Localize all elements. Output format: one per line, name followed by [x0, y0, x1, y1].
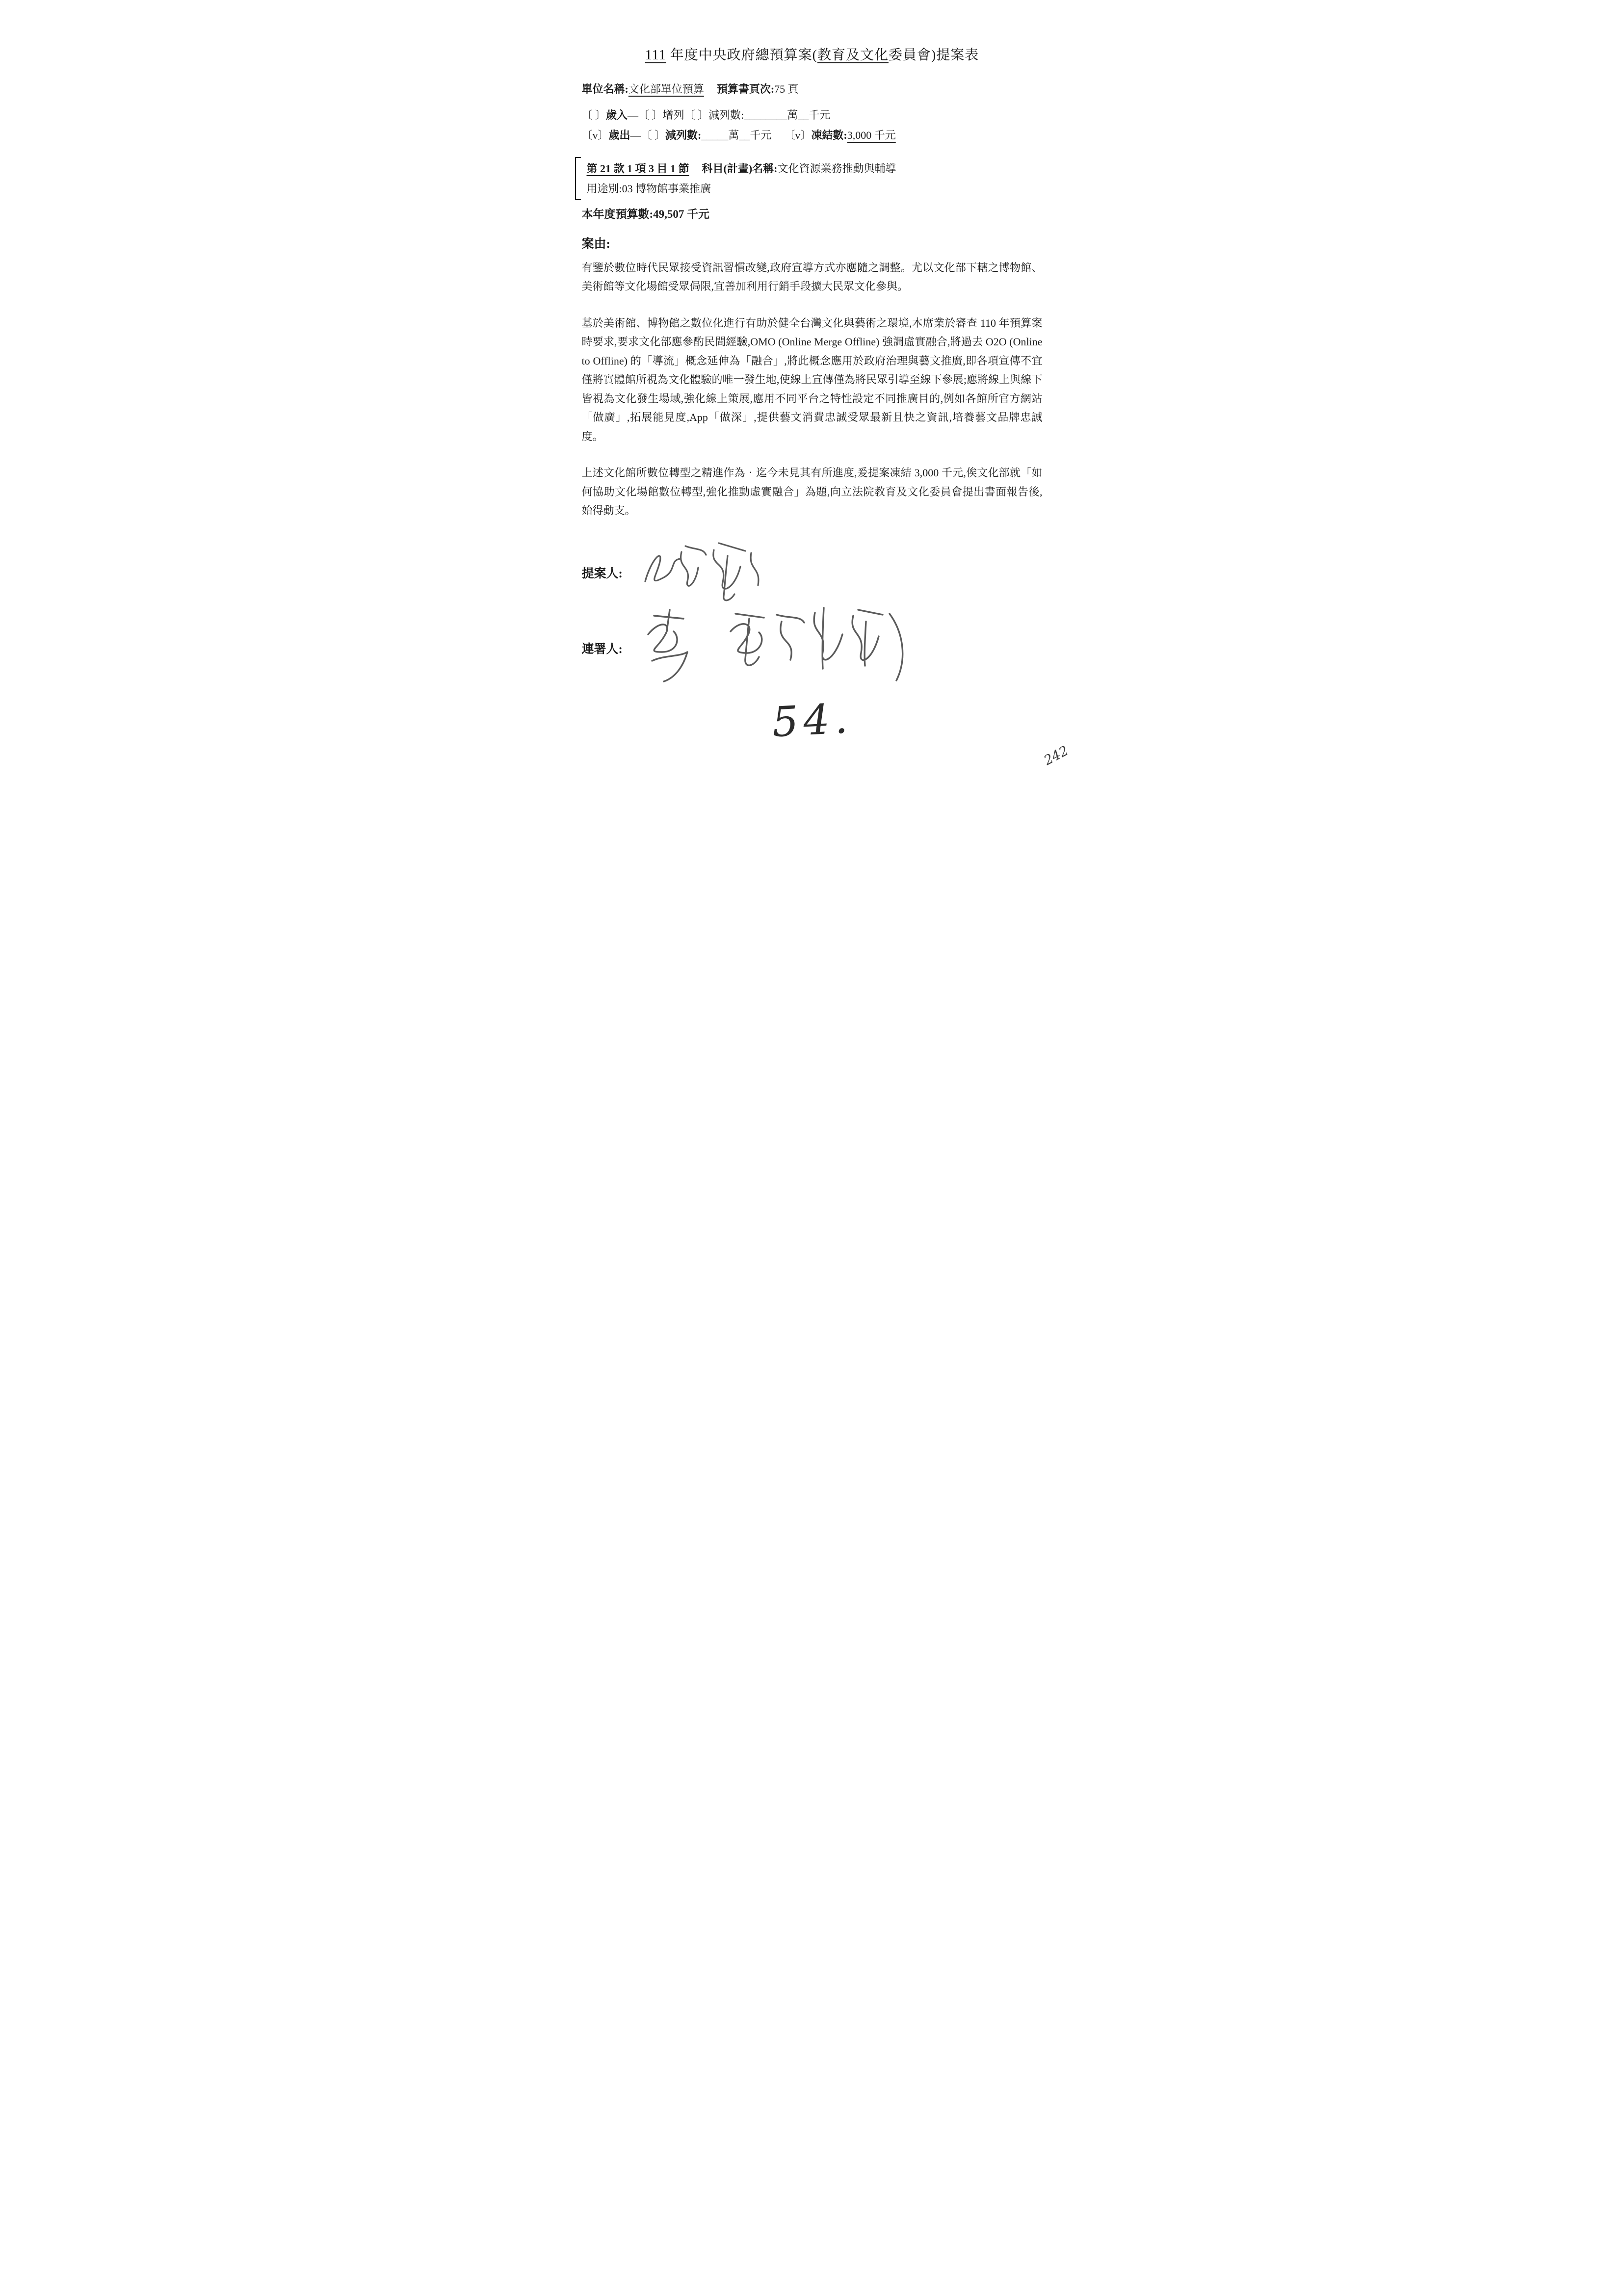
usage-label: 用途別: — [586, 182, 622, 195]
expenditure-checkbox-checked: 〔v〕 — [581, 129, 609, 142]
revenue-label: 歲入 — [606, 109, 628, 122]
add-checkbox: 〔 〕 — [638, 109, 663, 122]
unit-name-value: 文化部單位預算 — [628, 83, 704, 95]
usage-value: 03 博物館事業推廣 — [622, 182, 711, 195]
expenditure-label: 歲出 — [608, 129, 630, 142]
proposer-label: 提案人: — [581, 567, 623, 580]
revenue-dash: — — [628, 109, 639, 122]
freeze-checkbox-checked: 〔v〕 — [784, 129, 812, 142]
title-mid: 年度中央政府總預算案( — [666, 48, 817, 63]
checkbox-section — [582, 106, 1043, 144]
case-paragraph-1: 有鑒於數位時代民眾接受資訊習慣改變,政府宣導方式亦應隨之調整。尤以文化部下轄之博物館、美術館等文化場館受眾侷限,宜善加利用行銷手段擴大民眾文化參與。 — [581, 261, 1043, 293]
left-bracket — [575, 157, 581, 200]
budget-line — [582, 205, 1043, 221]
document-title — [582, 44, 1043, 64]
usage-row — [587, 180, 1043, 197]
cut-label: 減列數: — [708, 109, 744, 122]
cosigner-signatures-icon — [634, 604, 929, 692]
proposer-signature-icon — [634, 538, 782, 607]
expenditure-blank: _____萬__千元 — [701, 129, 772, 142]
expenditure-cut-label: 減列數: — [665, 129, 702, 142]
revenue-blank: ________萬__千元 — [744, 109, 831, 122]
revenue-checkbox: 〔 〕 — [581, 109, 606, 122]
title-year: 111 — [645, 48, 666, 63]
subject-name-value: 文化資源業務推動與輔導 — [777, 162, 896, 175]
proposer-signature — [634, 538, 782, 607]
unit-row — [582, 80, 1043, 98]
cosigner-row — [582, 604, 1043, 692]
handwritten-corner-number: 242 — [1041, 743, 1071, 769]
case-paragraph-3: 上述文化館所數位轉型之精進作為‧迄今未見其有所進度,爰提案凍結 3,000 千元,俟文化部就「如何協助文化場館數位轉型,強化推動虛實融合」為題,向立法院教育及文化委員會提出書面報告後,始得動支。 — [581, 467, 1043, 517]
title-committee: 教育及文化 — [817, 48, 889, 63]
budget-value: 49,507 千元 — [653, 208, 710, 220]
expenditure-dash: — — [630, 129, 641, 142]
unit-name-label: 單位名稱: — [581, 83, 629, 95]
subject-block — [582, 157, 1043, 200]
budget-label: 本年度預算數: — [581, 208, 654, 220]
proposer-row — [582, 538, 1043, 607]
cosigner-signatures — [634, 604, 929, 692]
clause-row — [587, 160, 1043, 177]
freeze-value: 3,000 千元 — [847, 129, 896, 142]
freeze-label: 凍結數: — [811, 129, 847, 142]
expenditure-cut-checkbox: 〔 〕 — [641, 129, 666, 142]
document-page — [542, 0, 1083, 769]
expenditure-row — [582, 127, 1043, 144]
title-tail: 委員會)提案表 — [888, 48, 979, 63]
handwritten-page-number: 54. — [770, 694, 854, 747]
subject-name-label: 科目(計畫)名稱: — [702, 162, 778, 175]
cosigner-label: 連署人: — [581, 642, 623, 656]
budget-page-value: 75 頁 — [774, 83, 799, 95]
case-heading: 案由: — [581, 237, 610, 251]
add-label: 增列 — [662, 109, 684, 122]
revenue-row — [582, 106, 1043, 124]
budget-page-label: 預算書頁次: — [716, 83, 775, 95]
cut-checkbox: 〔 〕 — [684, 109, 709, 122]
case-paragraph-2: 基於美術館、博物館之數位化進行有助於健全台灣文化與藝術之環境,本席業於審查 110 年預算案時要求,要求文化部應參酌民間經驗,OMO (Online Merge Offline) 強調虛實融合,將過去 O2O (Online to Offline) 的「導流」概念延伸為「融合」,將此概念應用於政府治理與藝文推廣,即各項宣傳不宜僅將實體館所視為文化體驗的唯一發生地,使線上宣傳僅為將民眾引導至線下參展;應將線上與線下皆視為文化發生場域,強化線上策展,應用不同平台之特性設定不同推廣目的,例如各館所官方網站「做廣」,拓展能見度,App「做深」,提供藝文消費忠誠受眾最新且快之資訊,培養藝文品牌忠誠度。 — [581, 316, 1043, 443]
clause-number: 第 21 款 1 項 3 目 1 節 — [586, 162, 689, 175]
